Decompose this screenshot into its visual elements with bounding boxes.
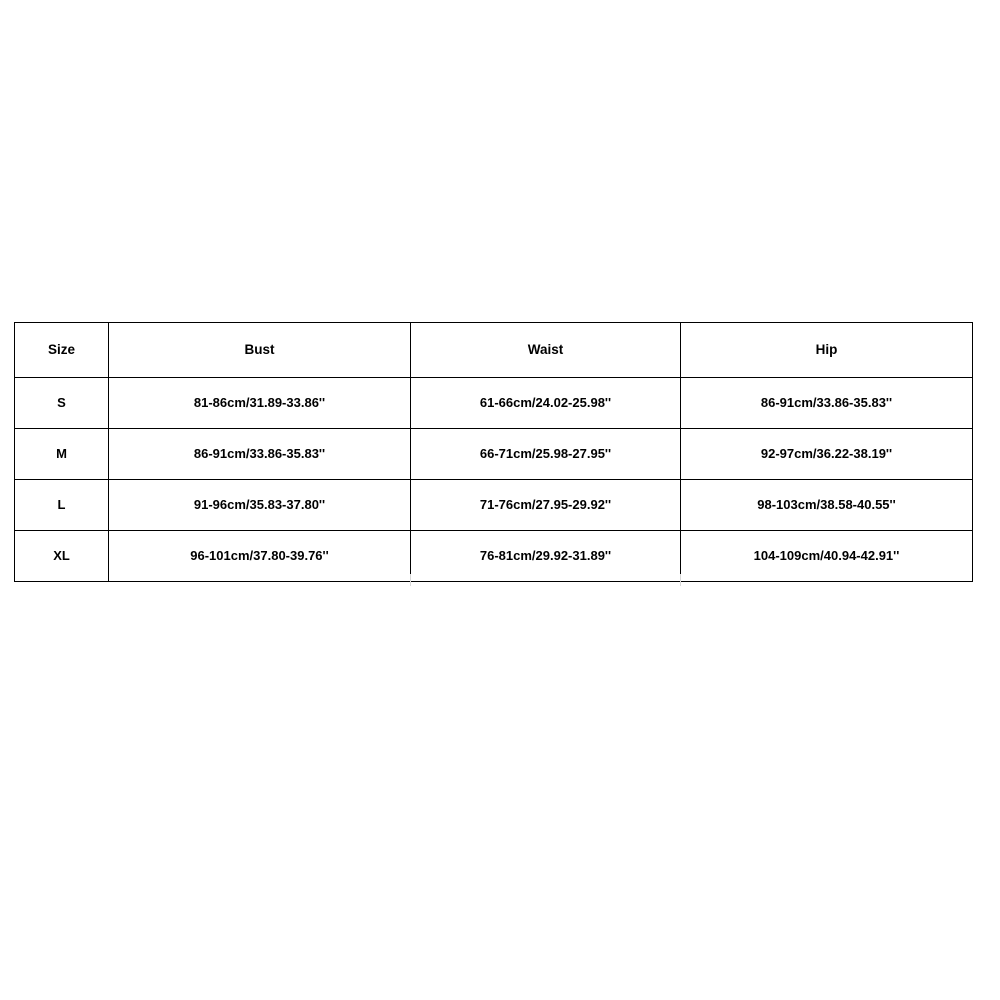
cell-bust: 86-91cm/33.86-35.83'': [109, 429, 411, 480]
column-header-hip: Hip: [681, 323, 973, 378]
cell-bust: 81-86cm/31.89-33.86'': [109, 378, 411, 429]
column-header-size: Size: [15, 323, 109, 378]
cell-waist: 66-71cm/25.98-27.95'': [411, 429, 681, 480]
cell-size: L: [15, 480, 109, 531]
cell-bust: 96-101cm/37.80-39.76'': [109, 531, 411, 582]
table-row: [15, 378, 973, 429]
table-row: [15, 480, 973, 531]
cell-hip: 98-103cm/38.58-40.55'': [681, 480, 973, 531]
table-header: [15, 323, 973, 378]
table-header-row: [15, 323, 973, 378]
cell-bust: 91-96cm/35.83-37.80'': [109, 480, 411, 531]
column-header-waist: Waist: [411, 323, 681, 378]
cell-waist: 61-66cm/24.02-25.98'': [411, 378, 681, 429]
cell-hip: 104-109cm/40.94-42.91'': [681, 531, 973, 582]
column-divider-tick: [680, 574, 681, 586]
size-chart-table: [14, 322, 973, 582]
cell-waist: 76-81cm/29.92-31.89'': [411, 531, 681, 582]
table-body: [15, 378, 973, 582]
cell-size: M: [15, 429, 109, 480]
cell-hip: 86-91cm/33.86-35.83'': [681, 378, 973, 429]
cell-size: XL: [15, 531, 109, 582]
cell-size: S: [15, 378, 109, 429]
column-divider-tick: [410, 574, 411, 586]
table-row: [15, 531, 973, 582]
cell-waist: 71-76cm/27.95-29.92'': [411, 480, 681, 531]
column-header-bust: Bust: [109, 323, 411, 378]
size-chart-container: [14, 322, 972, 582]
cell-hip: 92-97cm/36.22-38.19'': [681, 429, 973, 480]
table-row: [15, 429, 973, 480]
